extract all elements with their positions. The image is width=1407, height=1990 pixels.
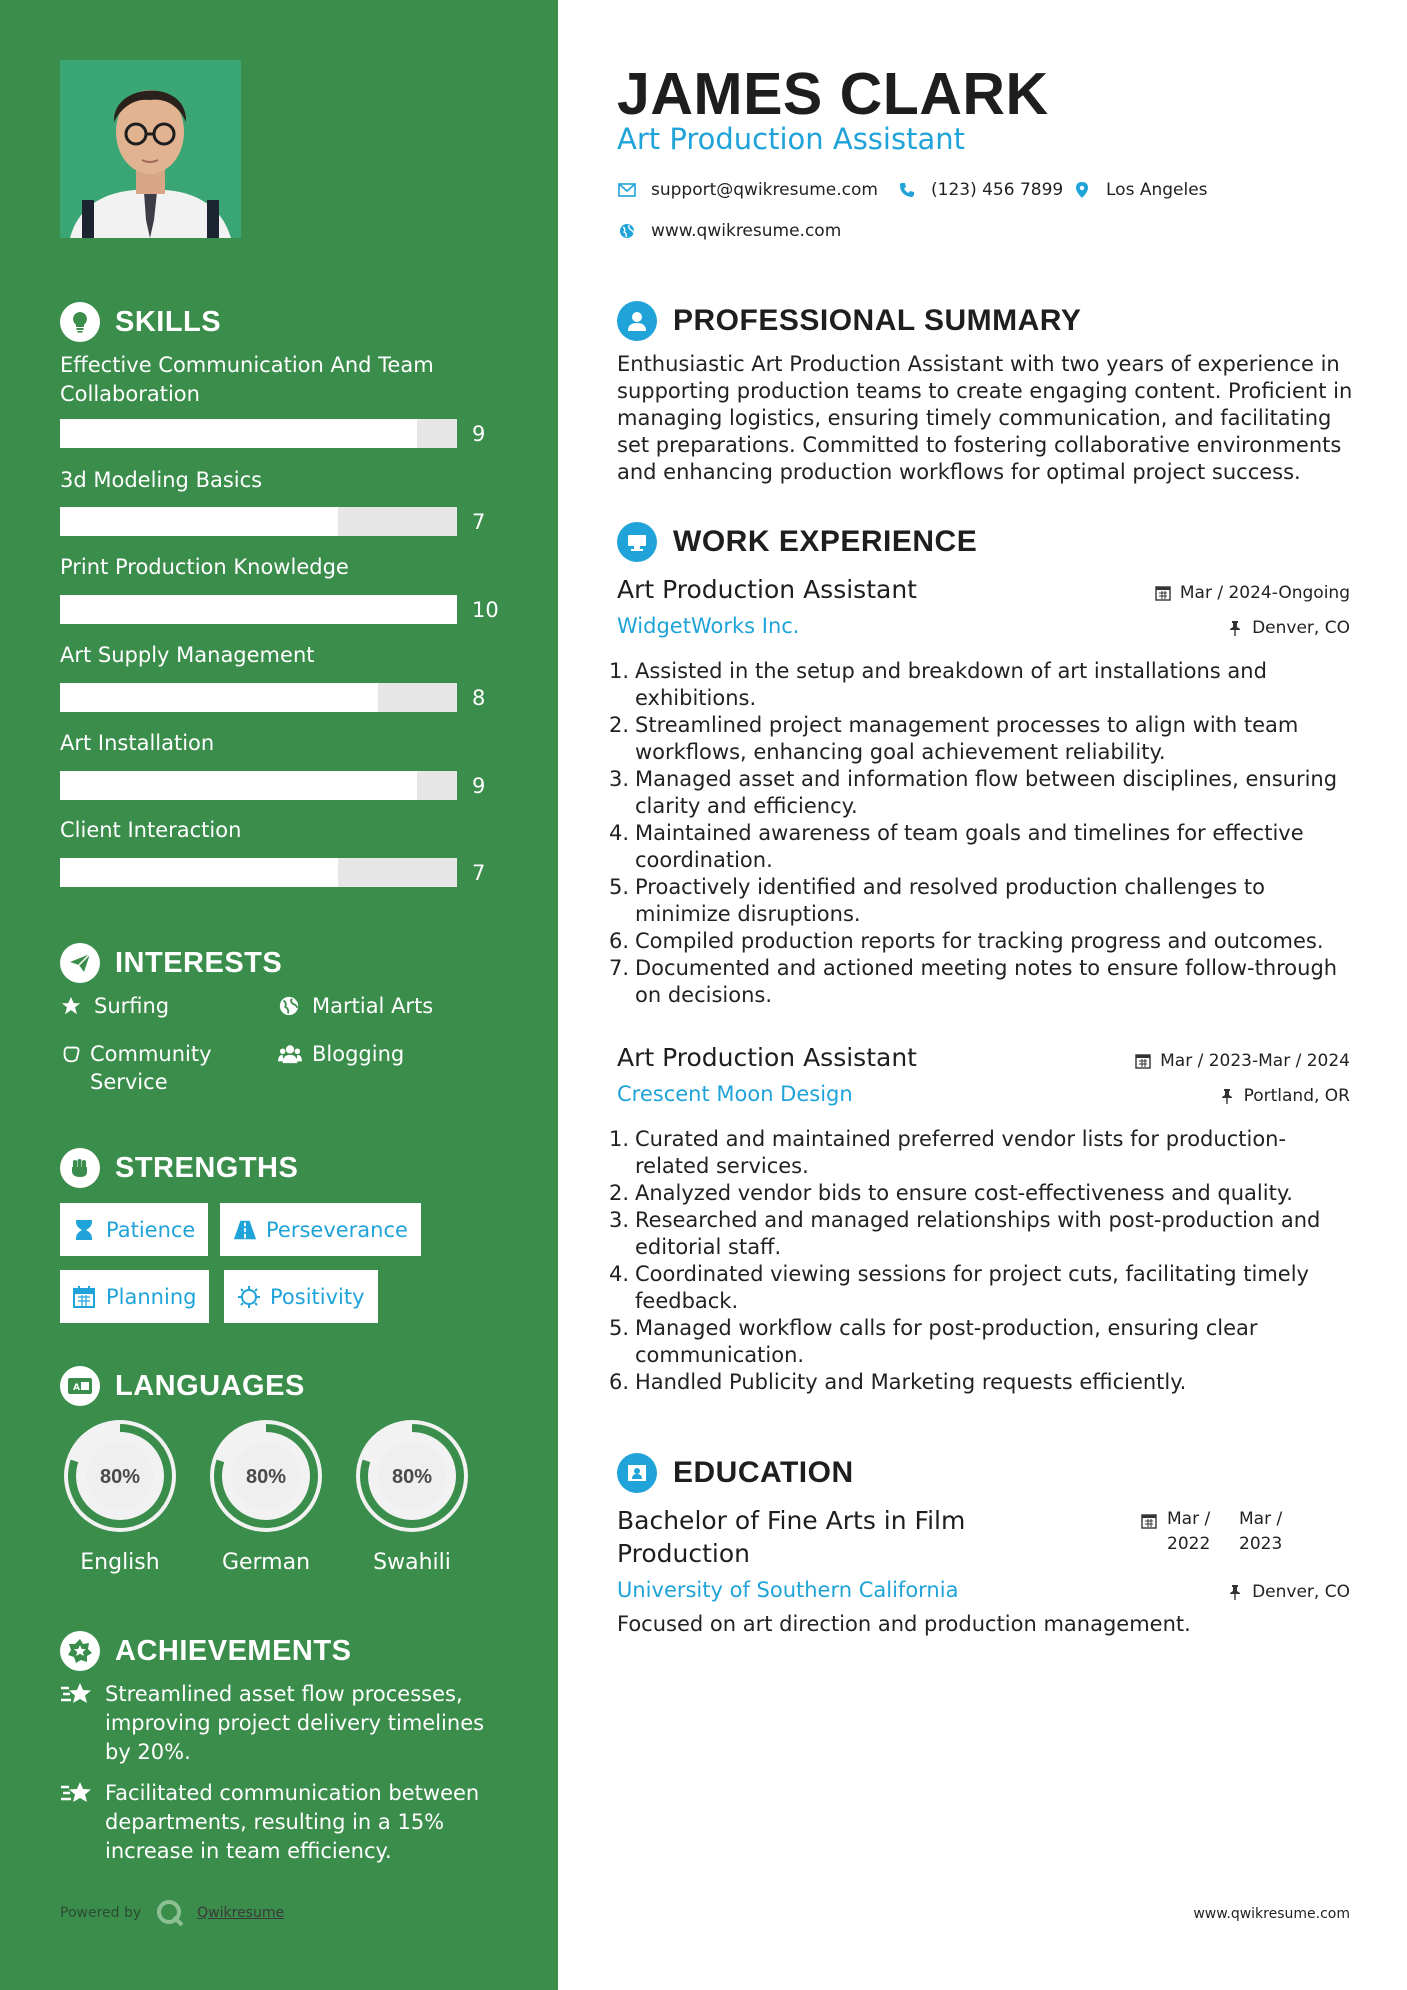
education-dates xyxy=(1141,1507,1319,1557)
job-title: Art Production Assistant xyxy=(617,1043,917,1072)
strengths-title: STRENGTHS xyxy=(115,1151,299,1184)
education-school: University of Southern California xyxy=(617,1578,959,1602)
language-level: 80% xyxy=(391,1466,433,1488)
bullet-text: Maintained awareness of team goals and timelines for effective coordination. xyxy=(635,821,1304,872)
language-ring xyxy=(350,1414,474,1538)
phone-icon xyxy=(897,180,917,200)
skill-name: Client Interaction xyxy=(60,818,242,842)
bullet-text: Handled Publicity and Marketing requests efficiently. xyxy=(635,1370,1187,1394)
skill-bar xyxy=(60,419,457,448)
bullet-text: Proactively identified and resolved production challenges to minimize disruptions. xyxy=(635,875,1265,926)
strength-chip xyxy=(60,1270,209,1323)
calendar-icon xyxy=(73,1285,97,1309)
skill-value: 10 xyxy=(472,598,499,622)
job-dates-text: Mar / 2023-Mar / 2024 xyxy=(1160,1051,1350,1071)
languages-header xyxy=(60,1364,305,1408)
skill-bar-fill xyxy=(60,858,338,887)
footer-url[interactable]: www.qwikresume.com xyxy=(1193,1906,1350,1922)
skill-bar-fill xyxy=(60,595,457,624)
bullet-text: Managed asset and information flow between disciplines, ensuring clarity and efficiency. xyxy=(635,767,1338,818)
bullet-text: Managed workflow calls for post-production, ensuring clear communication. xyxy=(635,1316,1258,1367)
achievement-item xyxy=(60,1680,500,1767)
summary-text: Enthusiastic Art Production Assistant with two years of experience in supporting production teams to create engaging content. Proficient in managing logistics, ensuring timely communication, and facilitating set preparations. Committed to fostering collaborative environments and enhancing production workflows for optimal project success. xyxy=(617,352,1353,484)
language-name: Swahili xyxy=(373,1550,451,1575)
road-icon xyxy=(233,1218,257,1242)
language-ring xyxy=(204,1414,328,1538)
sun-icon xyxy=(237,1285,261,1309)
profile-photo xyxy=(60,60,241,238)
website-text[interactable]: www.qwikresume.com xyxy=(651,221,842,241)
badge-star-icon xyxy=(60,1631,100,1671)
list-item: 3. Managed asset and information flow between disciplines, ensuring clarity and efficiency. xyxy=(609,767,1338,818)
powered-by xyxy=(60,1898,284,1928)
envelope-icon xyxy=(617,180,637,200)
map-pin-icon xyxy=(1072,180,1092,200)
job-location xyxy=(1218,1086,1350,1106)
list-item: 3. Researched and managed relationships with post-production and editorial staff. xyxy=(609,1208,1321,1259)
list-item: 2. Analyzed vendor bids to ensure cost-effectiveness and quality. xyxy=(609,1181,1293,1205)
interests-header xyxy=(60,941,282,985)
skill-value: 8 xyxy=(472,686,486,710)
shooting-star-icon xyxy=(60,1680,96,1709)
candidate-role: Art Production Assistant xyxy=(617,122,965,156)
job-dates xyxy=(1154,583,1350,603)
interest-label: Surfing xyxy=(94,994,170,1018)
qwikresume-link[interactable]: Qwikresume xyxy=(197,1905,285,1921)
skill-bar xyxy=(60,507,457,536)
achievement-text: Facilitated communication between departments, resulting in a 15% increase in team efficiency. xyxy=(105,1781,480,1863)
job-location-text: Denver, CO xyxy=(1252,618,1350,638)
experience-header xyxy=(617,520,977,564)
globe-icon xyxy=(278,992,304,1020)
language-item xyxy=(204,1414,328,1575)
education-degree: Bachelor of Fine Arts in Film Production xyxy=(617,1506,966,1568)
skill-value: 9 xyxy=(472,422,486,446)
graduation-icon xyxy=(617,1453,657,1493)
strengths-header xyxy=(60,1146,298,1190)
education-description: Focused on art direction and production management. xyxy=(617,1612,1191,1636)
bullet-text: Researched and managed relationships with post-production and editorial staff. xyxy=(635,1208,1321,1259)
location-text: Los Angeles xyxy=(1106,180,1208,200)
skill-bar-fill xyxy=(60,507,338,536)
bullet-text: Documented and actioned meeting notes to ensure follow-through on decisions. xyxy=(635,956,1338,1007)
interest-label: Community Service xyxy=(90,1042,212,1094)
skill-bar xyxy=(60,595,457,624)
strength-chip xyxy=(60,1203,208,1256)
education-start: Mar / 2022 xyxy=(1167,1509,1211,1554)
language-level: 80% xyxy=(245,1466,287,1488)
globe-icon xyxy=(617,221,637,241)
contact-website xyxy=(617,221,841,241)
briefcase-icon xyxy=(617,522,657,562)
achievements-header xyxy=(60,1629,351,1673)
pushpin-icon xyxy=(1218,1087,1236,1105)
pushpin-icon xyxy=(1226,1583,1244,1601)
skill-value: 9 xyxy=(472,774,486,798)
language-name: German xyxy=(221,1550,311,1575)
skill-bar xyxy=(60,683,457,712)
skill-name: Effective Communication And Team Collaboration xyxy=(60,353,434,406)
job-bullets xyxy=(609,658,1354,1009)
summary-header xyxy=(617,299,1081,343)
achievement-text: Streamlined asset flow processes, improving project delivery timelines by 20%. xyxy=(105,1682,485,1764)
list-item: 2. Streamlined project management processes to align with team workflows, enhancing goal achievement reliability. xyxy=(609,713,1299,764)
hand-icon xyxy=(60,1040,82,1068)
contact-phone xyxy=(897,180,1063,200)
language-ring xyxy=(58,1414,182,1538)
list-item: 1. Assisted in the setup and breakdown of art installations and exhibitions. xyxy=(609,659,1267,710)
email-text[interactable]: support@qwikresume.com xyxy=(651,180,878,200)
star-icon xyxy=(60,992,86,1020)
list-item: 1. Curated and maintained preferred vendor lists for production-related services. xyxy=(609,1127,1287,1178)
bullet-text: Coordinated viewing sessions for project cuts, facilitating timely feedback. xyxy=(635,1262,1309,1313)
bullet-text: Analyzed vendor bids to ensure cost-effectiveness and quality. xyxy=(635,1181,1293,1205)
language-item xyxy=(350,1414,474,1575)
list-item: 5. Proactively identified and resolved production challenges to minimize disruptions. xyxy=(609,875,1265,926)
job-dates xyxy=(1134,1051,1350,1071)
job-company: Crescent Moon Design xyxy=(617,1082,853,1106)
candidate-name: JAMES CLARK xyxy=(617,61,1049,127)
job-location-text: Portland, OR xyxy=(1243,1086,1350,1106)
skill-value: 7 xyxy=(472,510,486,534)
interest-item xyxy=(278,1040,498,1068)
achievements-title: ACHIEVEMENTS xyxy=(115,1634,352,1667)
user-icon xyxy=(617,301,657,341)
interests-title: INTERESTS xyxy=(115,946,283,979)
strength-label: Perseverance xyxy=(266,1217,408,1242)
calendar-icon xyxy=(1141,1507,1167,1557)
skill-name: 3d Modeling Basics xyxy=(60,468,263,492)
interest-label: Blogging xyxy=(312,1042,405,1066)
skills-header xyxy=(60,300,221,344)
interest-item xyxy=(278,992,498,1020)
skill-name: Print Production Knowledge xyxy=(60,555,349,579)
education-title: EDUCATION xyxy=(673,1456,854,1489)
list-item: 6. Handled Publicity and Marketing requests efficiently. xyxy=(609,1370,1187,1394)
powered-by-label: Powered by xyxy=(60,1905,142,1921)
experience-title: WORK EXPERIENCE xyxy=(673,525,978,558)
skill-name: Art Installation xyxy=(60,731,215,755)
skill-name: Art Supply Management xyxy=(60,643,315,667)
education-end: Mar / 2023 xyxy=(1239,1509,1283,1554)
list-item: 4. Maintained awareness of team goals and timelines for effective coordination. xyxy=(609,821,1304,872)
education-header xyxy=(617,1451,854,1495)
job-bullets xyxy=(609,1126,1354,1396)
strength-chip xyxy=(224,1270,378,1323)
contact-email xyxy=(617,180,878,200)
strength-chip xyxy=(220,1203,421,1256)
strength-label: Patience xyxy=(106,1217,196,1242)
job-location xyxy=(1226,618,1350,638)
sidebar xyxy=(0,0,558,1990)
skills-title: SKILLS xyxy=(115,305,222,338)
lightbulb-icon xyxy=(60,302,100,342)
job-title: Art Production Assistant xyxy=(617,575,917,604)
education-location xyxy=(1226,1582,1350,1602)
svg-text:A: A xyxy=(73,1383,80,1393)
pushpin-icon xyxy=(1226,619,1244,637)
skill-bar-fill xyxy=(60,419,417,448)
bullet-text: Streamlined project management processes to align with team workflows, enhancing goal achievement reliability. xyxy=(635,713,1299,764)
list-item: 4. Coordinated viewing sessions for project cuts, facilitating timely feedback. xyxy=(609,1262,1309,1313)
bullet-text: Curated and maintained preferred vendor lists for production-related services. xyxy=(635,1127,1287,1178)
hourglass-icon xyxy=(73,1218,97,1242)
education-location-text: Denver, CO xyxy=(1252,1582,1350,1602)
language-item xyxy=(58,1414,182,1575)
users-icon xyxy=(278,1040,304,1068)
list-item: 7. Documented and actioned meeting notes to ensure follow-through on decisions. xyxy=(609,956,1338,1007)
language-icon xyxy=(60,1366,100,1406)
list-item: 5. Managed workflow calls for post-production, ensuring clear communication. xyxy=(609,1316,1258,1367)
bullet-text: Compiled production reports for tracking progress and outcomes. xyxy=(635,929,1324,953)
summary-title: PROFESSIONAL SUMMARY xyxy=(673,304,1082,337)
interest-item xyxy=(60,1040,260,1096)
bullet-text: Assisted in the setup and breakdown of art installations and exhibitions. xyxy=(635,659,1267,710)
language-name: English xyxy=(80,1550,160,1575)
skill-bar-fill xyxy=(60,771,417,800)
paper-plane-icon xyxy=(60,943,100,983)
job-company: WidgetWorks Inc. xyxy=(617,614,800,638)
calendar-icon xyxy=(1154,584,1172,602)
strength-label: Planning xyxy=(106,1284,197,1309)
contact-location xyxy=(1072,180,1208,200)
fist-icon xyxy=(60,1148,100,1188)
skill-bar xyxy=(60,771,457,800)
skill-bar xyxy=(60,858,457,887)
language-level: 80% xyxy=(99,1466,141,1488)
job-dates-text: Mar / 2024-Ongoing xyxy=(1179,583,1350,603)
achievement-item xyxy=(60,1779,500,1866)
list-item: 6. Compiled production reports for tracking progress and outcomes. xyxy=(609,929,1324,953)
languages-title: LANGUAGES xyxy=(115,1369,305,1402)
skill-value: 7 xyxy=(472,861,486,885)
phone-text[interactable]: (123) 456 7899 xyxy=(931,180,1064,200)
interest-label: Martial Arts xyxy=(312,994,434,1018)
interest-item xyxy=(60,992,260,1020)
qwikresume-logo-icon xyxy=(155,1898,185,1928)
skill-bar-fill xyxy=(60,683,378,712)
calendar-icon xyxy=(1134,1052,1152,1070)
strength-label: Positivity xyxy=(270,1284,365,1309)
shooting-star-icon xyxy=(60,1779,96,1808)
